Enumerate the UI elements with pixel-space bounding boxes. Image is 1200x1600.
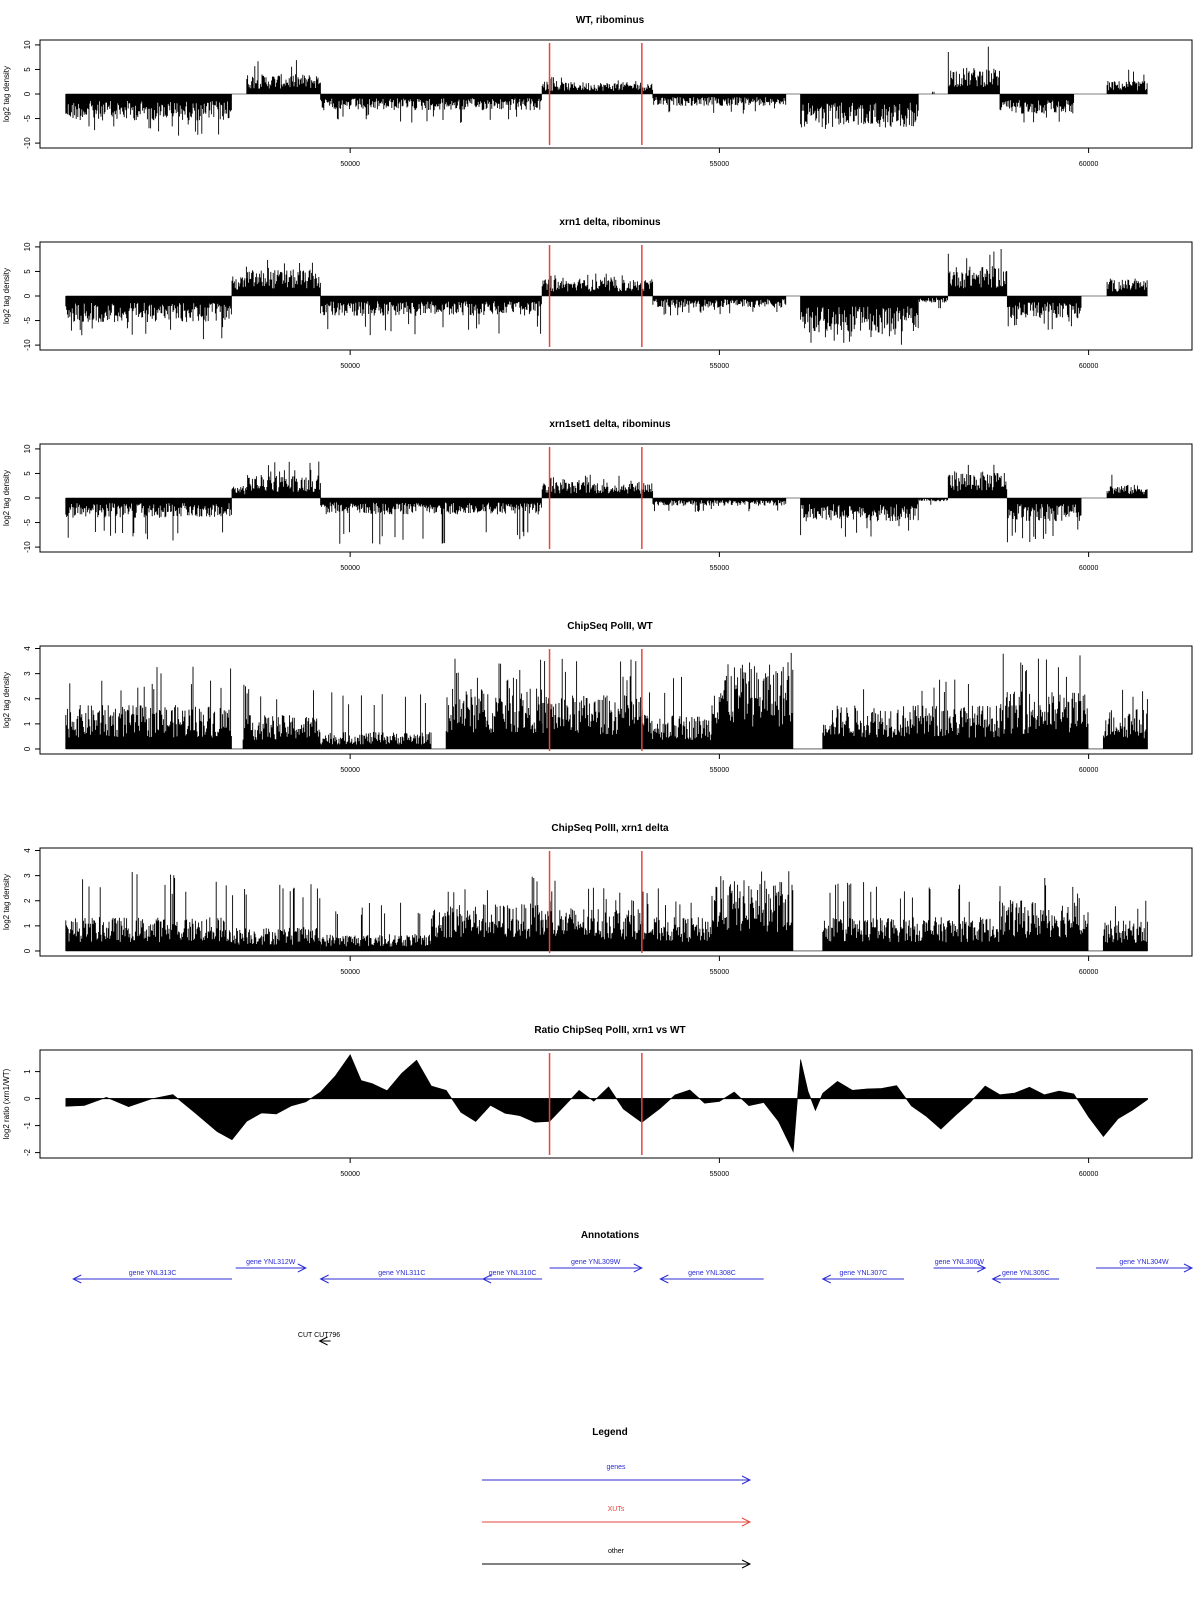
data-bar-segment xyxy=(801,94,919,129)
data-bar-segment xyxy=(919,92,948,94)
y-tick-label: -10 xyxy=(23,137,32,149)
data-bar-segment xyxy=(66,498,232,541)
data-bar-segment xyxy=(948,465,1006,498)
legend-item xyxy=(482,1548,750,1568)
y-tick-label: 3 xyxy=(23,873,32,878)
x-tick-label: 60000 xyxy=(1078,969,1099,976)
data-bars xyxy=(66,249,1147,345)
x-tick-label: 50000 xyxy=(340,161,360,168)
x-tick-label: 50000 xyxy=(340,565,360,572)
data-bar-segment xyxy=(66,296,232,339)
y-tick-label: 0 xyxy=(23,746,32,752)
panel-title: WT, ribominus xyxy=(575,15,645,26)
data-bar-segment xyxy=(1007,498,1081,542)
ratio-area xyxy=(66,1055,1148,1152)
y-tick-label: 3 xyxy=(23,671,32,676)
gene-arrow xyxy=(483,1270,542,1283)
panel-5 xyxy=(2,823,1192,976)
y-tick-label: 5 xyxy=(23,67,32,72)
y-tick-label: -10 xyxy=(23,339,32,351)
gene-label: gene YNL311C xyxy=(378,1270,426,1277)
x-tick-label: 60000 xyxy=(1078,363,1099,370)
gene-arrow xyxy=(550,1259,642,1272)
data-bar-segment xyxy=(542,659,645,749)
gene-label: gene YNL304W xyxy=(1119,1259,1169,1266)
gene-arrow xyxy=(993,1270,1059,1283)
gene-label: gene YNL313C xyxy=(128,1270,177,1277)
data-bar-segment xyxy=(801,498,919,537)
data-bar-segment xyxy=(66,872,224,951)
legend-item xyxy=(482,1506,750,1526)
data-bar-segment xyxy=(646,888,712,951)
y-tick-label: 10 xyxy=(23,444,32,454)
y-tick-label: -1 xyxy=(23,1122,32,1130)
data-bar-segment xyxy=(712,871,793,951)
y-axis-label: log2 tag density xyxy=(2,267,11,325)
legend-label: genes xyxy=(606,1464,626,1471)
y-axis-label: log2 tag density xyxy=(2,65,11,123)
data-bar-segment xyxy=(823,680,1000,749)
gene-label: gene YNL307C xyxy=(839,1270,888,1277)
data-bars xyxy=(66,653,1148,749)
y-tick-label: -10 xyxy=(23,541,32,553)
panel-title: ChipSeq PolII, xrn1 delta xyxy=(551,823,669,834)
data-bars xyxy=(66,47,1147,136)
data-bar-segment xyxy=(66,94,232,136)
panel-2 xyxy=(2,217,1192,370)
gene-arrow xyxy=(823,1270,904,1283)
data-bars xyxy=(66,871,1148,951)
data-bar-segment xyxy=(247,462,321,498)
y-axis-label: log2 ratio (xrn1/WT) xyxy=(2,1068,11,1140)
y-tick-label: -5 xyxy=(23,316,32,325)
x-tick-label: 60000 xyxy=(1078,767,1099,774)
y-tick-label: 0 xyxy=(23,948,32,954)
panel-title: Ratio ChipSeq PolII, xrn1 vs WT xyxy=(534,1025,686,1036)
panel-1 xyxy=(2,15,1192,168)
y-tick-label: 1 xyxy=(23,721,32,727)
data-bar-segment xyxy=(321,94,542,123)
x-tick-label: 55000 xyxy=(709,767,730,774)
data-bar-segment xyxy=(542,274,652,296)
y-axis-label: log2 tag density xyxy=(2,873,11,931)
x-tick-label: 55000 xyxy=(709,363,730,370)
gene-label: gene YNL309W xyxy=(571,1259,621,1266)
data-bar-segment xyxy=(446,659,542,749)
panel-title: xrn1 delta, ribominus xyxy=(559,217,661,228)
data-bar-segment xyxy=(66,667,232,749)
y-tick-label: 10 xyxy=(23,40,32,50)
gene-label: gene YNL308C xyxy=(688,1270,736,1277)
data-bar-segment xyxy=(653,94,786,114)
y-tick-label: 5 xyxy=(23,471,32,476)
data-bar-segment xyxy=(712,653,793,749)
x-tick-label: 55000 xyxy=(709,969,730,976)
panel-3 xyxy=(2,419,1192,572)
y-tick-label: 2 xyxy=(23,696,32,701)
legend-label: XUTs xyxy=(607,1506,625,1513)
y-axis-label: log2 tag density xyxy=(2,671,11,729)
y-tick-label: 4 xyxy=(23,646,32,651)
x-tick-label: 55000 xyxy=(709,161,730,168)
y-tick-label: -5 xyxy=(23,518,32,527)
x-tick-label: 50000 xyxy=(340,767,360,774)
gene-arrow xyxy=(660,1270,763,1283)
legend-item xyxy=(482,1464,750,1484)
data-bar-segment xyxy=(247,260,321,296)
data-bar-segment xyxy=(1000,94,1074,122)
legend xyxy=(482,1427,750,1568)
data-bar-segment xyxy=(542,881,645,951)
data-bar-segment xyxy=(321,903,431,951)
data-bar-segment xyxy=(948,47,999,94)
panel-title: xrn1set1 delta, ribominus xyxy=(549,419,671,430)
y-tick-label: 5 xyxy=(23,269,32,274)
data-bar-segment xyxy=(1107,279,1147,296)
gene-label: gene YNL306W xyxy=(934,1259,985,1266)
data-bars xyxy=(66,462,1147,545)
data-bar-segment xyxy=(247,60,321,94)
data-bar-segment xyxy=(1103,901,1147,951)
gene-label: gene YNL310C xyxy=(488,1270,537,1277)
data-bar-segment xyxy=(1000,878,1088,951)
data-bar-segment xyxy=(321,692,431,749)
panel-6 xyxy=(2,1025,1192,1178)
y-tick-label: 0 xyxy=(23,91,32,97)
gene-label: gene YNL312W xyxy=(246,1259,296,1266)
gene-arrow xyxy=(73,1270,232,1283)
x-tick-label: 60000 xyxy=(1078,565,1099,572)
gene-arrow xyxy=(236,1259,306,1272)
data-bar-segment xyxy=(1000,654,1088,749)
panel-4 xyxy=(2,621,1192,774)
panel-title: ChipSeq PolII, WT xyxy=(567,621,653,632)
x-tick-label: 60000 xyxy=(1078,1171,1099,1178)
x-tick-label: 50000 xyxy=(340,1171,360,1178)
gene-label: gene YNL305C xyxy=(1001,1270,1050,1277)
legend-title: Legend xyxy=(592,1427,628,1438)
data-bar-segment xyxy=(225,884,320,951)
data-bar-segment xyxy=(321,498,542,544)
data-bar-segment xyxy=(653,296,786,316)
data-bar-segment xyxy=(1107,475,1147,498)
annotations-track xyxy=(73,1230,1192,1345)
y-tick-label: 0 xyxy=(23,293,32,299)
data-bar-segment xyxy=(243,685,320,749)
x-tick-label: 50000 xyxy=(340,969,360,976)
data-bar-segment xyxy=(823,882,1000,951)
other-label: CUT CUT796 xyxy=(297,1332,341,1339)
annotations-title: Annotations xyxy=(580,1230,640,1241)
data-bar-segment xyxy=(948,249,1006,296)
chart-panels xyxy=(2,15,1192,1178)
x-tick-label: 60000 xyxy=(1078,161,1099,168)
data-bar-segment xyxy=(801,296,919,345)
legend-label: other xyxy=(608,1548,624,1555)
x-tick-label: 55000 xyxy=(709,1171,730,1178)
y-tick-label: 2 xyxy=(23,898,32,903)
gene-arrow xyxy=(934,1259,986,1272)
x-tick-label: 50000 xyxy=(340,363,360,370)
data-bar-segment xyxy=(542,475,652,498)
data-bar-segment xyxy=(1107,70,1147,94)
data-bar-segment xyxy=(919,296,948,308)
y-tick-label: 1 xyxy=(23,923,32,929)
data-bar-segment xyxy=(646,677,712,749)
y-tick-label: 1 xyxy=(23,1069,32,1074)
gene-arrow xyxy=(321,1270,483,1283)
data-bar-segment xyxy=(1007,296,1081,330)
y-tick-label: 0 xyxy=(23,1096,32,1101)
y-tick-label: -2 xyxy=(23,1149,32,1157)
data-bar-segment xyxy=(1103,690,1147,749)
y-tick-label: 10 xyxy=(23,242,32,252)
y-tick-label: -5 xyxy=(23,114,32,123)
data-bar-segment xyxy=(919,498,948,505)
data-bar-segment xyxy=(653,498,786,512)
x-tick-label: 55000 xyxy=(709,565,730,572)
data-bar-segment xyxy=(542,77,652,94)
y-tick-label: 4 xyxy=(23,848,32,853)
other-arrow xyxy=(298,1332,340,1345)
data-bar-segment xyxy=(321,296,542,335)
y-axis-label: log2 tag density xyxy=(2,469,11,527)
data-bar-segment xyxy=(232,486,246,498)
data-bar-segment xyxy=(431,877,541,951)
data-bar-segment xyxy=(232,267,246,296)
y-tick-label: 0 xyxy=(23,495,32,501)
gene-arrow xyxy=(1096,1259,1192,1272)
